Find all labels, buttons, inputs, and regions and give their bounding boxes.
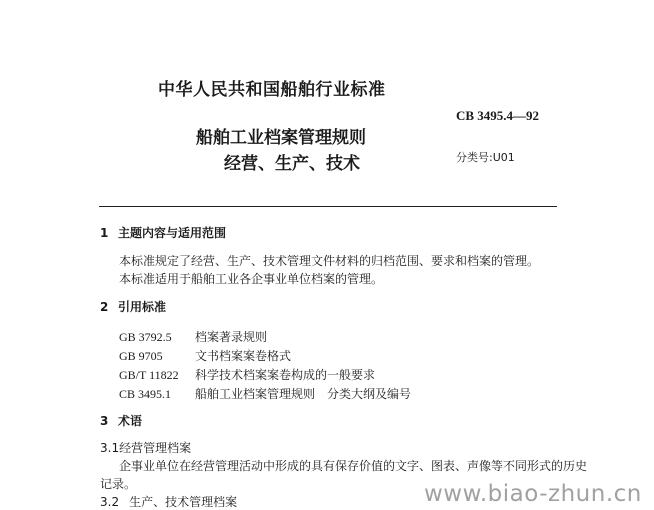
section-2-heading <box>100 298 166 315</box>
section-number: 2 <box>100 300 109 314</box>
section-title: 主题内容与适用范围 <box>118 226 227 240</box>
reference-title: 档案著录规则 <box>195 330 268 344</box>
document-title: 船舶工业档案管理规则 <box>196 128 366 148</box>
reference-code: GB 3792.5 <box>119 330 172 344</box>
reference-row <box>119 345 291 364</box>
standard-number: CB 3495.4—92 <box>456 108 540 123</box>
reference-title: 船舶工业档案管理规则 分类大纲及编号 <box>195 387 412 401</box>
section-number: 1 <box>100 226 109 240</box>
paragraph: 本标准适用于船舶工业各企事业单位档案的管理。 <box>119 272 384 286</box>
subsection-number: 3.2 <box>100 495 120 509</box>
reference-row <box>119 383 411 402</box>
paragraph: 本标准规定了经营、生产、技术管理文件材料的归档范围、要求和档案的管理。 <box>119 254 540 268</box>
section-title: 引用标准 <box>118 300 167 314</box>
header-divider <box>99 206 557 207</box>
subsection-3-1-heading <box>100 439 191 456</box>
reference-code: GB/T 11822 <box>119 368 179 382</box>
reference-title: 文书档案案卷格式 <box>195 349 292 363</box>
subsection-title: 生产、技术管理档案 <box>129 495 238 509</box>
reference-row <box>119 326 267 345</box>
section-1-heading <box>100 224 226 241</box>
paragraph: 企事业单位在经营管理活动中形成的具有保存价值的文字、图表、声像等不同形式的历史 <box>119 459 588 473</box>
watermark-text: www.biao-zhun.cn <box>424 481 642 507</box>
reference-title: 科学技术档案案卷构成的一般要求 <box>195 368 376 382</box>
paragraph-continuation: 记录。 <box>100 477 137 491</box>
subsection-3-2-heading <box>100 493 237 510</box>
document-subtitle: 经营、生产、技术 <box>224 154 360 174</box>
reference-row <box>119 364 375 383</box>
subsection-title: 经营管理档案 <box>119 441 192 455</box>
section-title: 术语 <box>118 414 143 428</box>
subsection-number: 3.1 <box>100 441 120 455</box>
section-number: 3 <box>100 414 109 428</box>
section-3-heading <box>100 412 142 429</box>
classification-code: 分类号:U01 <box>456 151 515 164</box>
reference-code: CB 3495.1 <box>119 387 172 401</box>
reference-code: GB 9705 <box>119 349 163 363</box>
issuing-organization: 中华人民共和国船舶行业标准 <box>158 80 386 100</box>
